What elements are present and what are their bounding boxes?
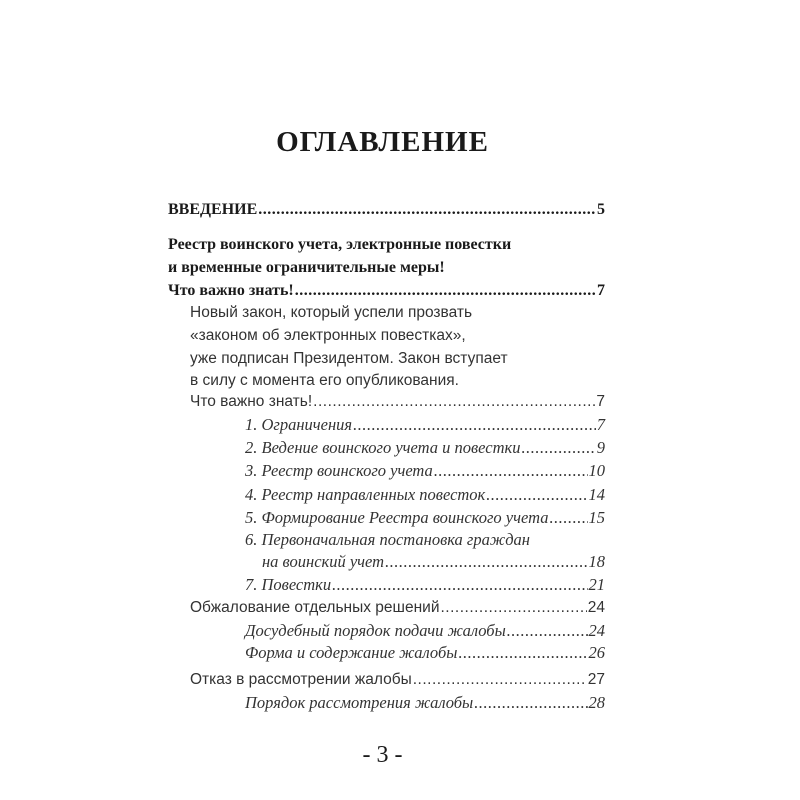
dot-leader — [522, 438, 596, 458]
entry-page: 5 — [597, 201, 605, 218]
entry-page: 18 — [588, 552, 605, 571]
toc-entry-6[interactable] — [262, 552, 605, 572]
toc-entry-introduction[interactable] — [168, 200, 605, 220]
dot-leader — [434, 461, 588, 481]
entry-heading-line: Реестр воинского учета, электронные повестки — [168, 236, 512, 253]
entry-description-line: в силу с момента его опубликования. — [190, 372, 459, 389]
entry-label: Форма и содержание жалобы — [245, 643, 458, 662]
entry-label: Порядок рассмотрения жалобы — [245, 693, 474, 712]
entry-label: Что важно знать! — [168, 282, 294, 299]
entry-label: 5. Формирование Реестра воинского учета — [245, 508, 549, 527]
dot-leader — [440, 598, 586, 618]
dot-leader — [332, 575, 587, 595]
entry-page: 21 — [588, 575, 605, 594]
entry-page: 7 — [596, 415, 605, 434]
entry-page: 9 — [596, 438, 605, 457]
entry-page: 24 — [587, 599, 605, 616]
entry-description-line: «законом об электронных повестках», — [190, 327, 466, 344]
entry-page: 10 — [588, 461, 605, 480]
toc-entry-pretrial[interactable] — [245, 621, 605, 641]
entry-page: 27 — [587, 671, 605, 688]
toc-entry-2[interactable] — [245, 438, 605, 458]
entry-page: 15 — [588, 508, 605, 527]
dot-leader — [295, 281, 596, 301]
dot-leader — [353, 415, 596, 435]
entry-page: 7 — [596, 393, 605, 410]
page-number: - 3 - — [362, 742, 403, 768]
dot-leader — [486, 485, 587, 505]
dot-leader — [549, 508, 587, 528]
entry-label: 1. Ограничения — [245, 415, 353, 434]
toc-entry-what-to-know[interactable] — [190, 392, 605, 412]
toc-entry-appeal[interactable] — [190, 598, 605, 618]
toc-entry-5[interactable] — [245, 508, 605, 528]
entry-label: Что важно знать! — [190, 393, 313, 410]
dot-leader — [258, 200, 596, 220]
entry-heading-line: и временные ограничительные меры! — [168, 259, 445, 276]
entry-page: 14 — [588, 485, 605, 504]
entry-label: Обжалование отдельных решений — [190, 599, 440, 616]
entry-label: ВВЕДЕНИЕ — [168, 201, 258, 218]
entry-description-line: уже подписан Президентом. Закон вступает — [190, 350, 508, 367]
entry-page: 28 — [588, 693, 605, 712]
dot-leader — [507, 621, 588, 641]
toc-entry-form[interactable] — [245, 643, 605, 663]
entry-page: 7 — [597, 282, 605, 299]
entry-label: 2. Ведение воинского учета и повестки — [245, 438, 521, 457]
toc-entry-4[interactable] — [245, 485, 605, 505]
toc-entry-1[interactable] — [245, 415, 605, 435]
dot-leader — [385, 552, 587, 572]
dot-leader — [458, 643, 587, 663]
entry-label: Досудебный порядок подачи жалобы — [245, 621, 506, 640]
dot-leader — [474, 693, 587, 713]
entry-label: Отказ в рассмотрении жалобы — [190, 671, 412, 688]
entry-label: 3. Реестр воинского учета — [245, 461, 433, 480]
toc-entry-registry[interactable] — [168, 281, 605, 301]
dot-leader — [313, 392, 595, 412]
page-title: ОГЛАВЛЕНИЕ — [276, 126, 489, 158]
entry-heading-line: 6. Первоначальная постановка граждан — [245, 530, 530, 549]
entry-page: 24 — [588, 621, 605, 640]
entry-page: 26 — [588, 643, 605, 662]
entry-label: на воинский учет — [262, 552, 385, 571]
entry-label: 7. Повестки — [245, 575, 332, 594]
toc-entry-refusal[interactable] — [190, 670, 605, 690]
toc-entry-3[interactable] — [245, 461, 605, 481]
toc-entry-7[interactable] — [245, 575, 605, 595]
dot-leader — [413, 670, 587, 690]
toc-entry-procedure[interactable] — [245, 693, 605, 713]
entry-label: 4. Реестр направленных повесток — [245, 485, 486, 504]
entry-description-line: Новый закон, который успели прозвать — [190, 304, 473, 321]
